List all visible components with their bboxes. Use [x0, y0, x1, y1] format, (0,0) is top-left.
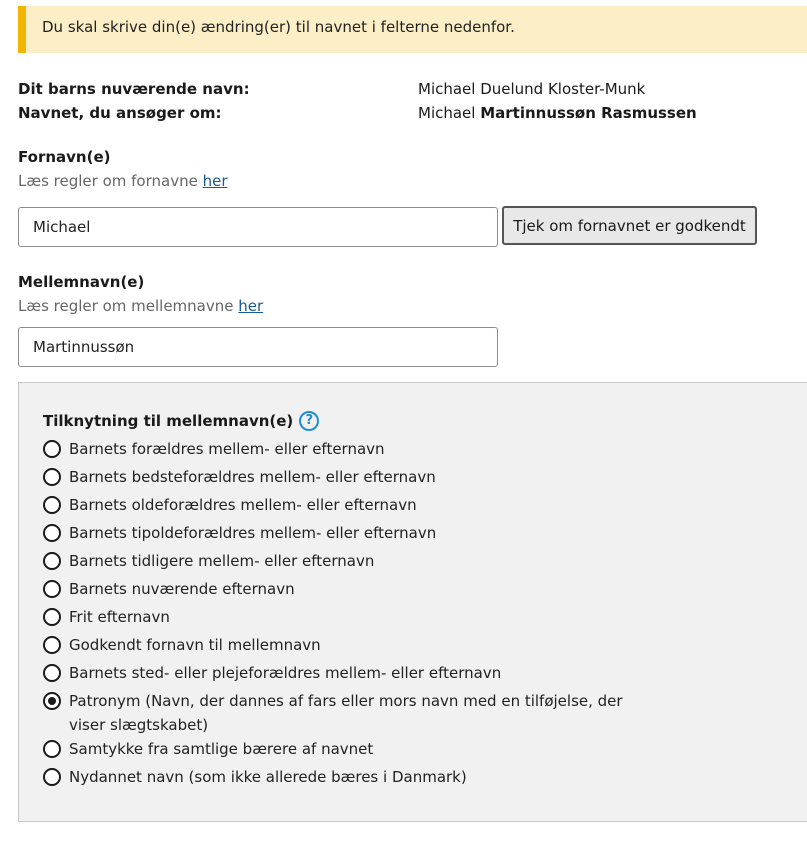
connection-title [43, 411, 319, 431]
requested-name-value [418, 104, 697, 122]
question-circle-icon[interactable]: ? [299, 411, 319, 431]
radio-button[interactable] [43, 552, 61, 570]
notice-text: Du skal skrive din(e) ændring(er) til navnet i felterne nedenfor. [42, 18, 515, 36]
info-notice [18, 6, 807, 53]
radio-option[interactable] [43, 661, 663, 689]
first-name-help [18, 172, 228, 190]
radio-button[interactable] [43, 740, 61, 758]
middle-name-title: Mellemnavn(e) [18, 273, 145, 291]
radio-option-label: Barnets forældres mellem- eller efternavn [69, 440, 385, 458]
middle-name-rules-link[interactable]: her [238, 297, 264, 315]
radio-button[interactable] [43, 468, 61, 486]
radio-button[interactable] [43, 524, 61, 542]
requested-name-label: Navnet, du ansøger om: [18, 104, 222, 122]
connection-title-text: Tilknytning til mellemnavn(e) [43, 412, 294, 430]
current-name-value: Michael Duelund Kloster-Munk [418, 80, 646, 98]
radio-option-label: Barnets tipoldeforældres mellem- eller efternavn [69, 524, 437, 542]
connection-panel [18, 382, 807, 822]
radio-option-label: Barnets oldeforældres mellem- eller efternavn [69, 496, 417, 514]
radio-button[interactable] [43, 440, 61, 458]
current-name-label: Dit barns nuværende navn: [18, 80, 250, 98]
radio-option-label: Patronym (Navn, der dannes af fars eller mors navn med en tilføjelse, der viser slægtskabet) [69, 692, 623, 734]
radio-option-label: Barnets tidligere mellem- eller efternavn [69, 552, 375, 570]
radio-option-label: Frit efternavn [69, 608, 170, 626]
radio-option[interactable] [43, 633, 663, 661]
middle-name-help-text: Læs regler om mellemnavne [18, 297, 234, 315]
radio-option[interactable] [43, 465, 663, 493]
radio-option[interactable] [43, 521, 663, 549]
radio-option-label: Samtykke fra samtlige bærere af navnet [69, 740, 374, 758]
radio-option[interactable] [43, 493, 663, 521]
radio-option[interactable] [43, 765, 663, 793]
radio-option-label: Barnets sted- eller plejeforældres mellem- eller efternavn [69, 664, 502, 682]
middle-name-help [18, 297, 263, 315]
radio-button[interactable] [43, 768, 61, 786]
radio-button[interactable] [43, 692, 61, 710]
check-first-name-button[interactable]: Tjek om fornavnet er godkendt [502, 206, 757, 245]
radio-button[interactable] [43, 496, 61, 514]
radio-option[interactable] [43, 737, 663, 765]
radio-button[interactable] [43, 664, 61, 682]
first-name-help-text: Læs regler om fornavne [18, 172, 198, 190]
first-name-rules-link[interactable]: her [202, 172, 228, 190]
radio-button[interactable] [43, 608, 61, 626]
radio-option[interactable] [43, 605, 663, 633]
middle-name-input[interactable] [18, 327, 498, 367]
connection-radio-group [43, 437, 663, 793]
radio-button[interactable] [43, 636, 61, 654]
radio-button[interactable] [43, 580, 61, 598]
requested-rest-name: Martinnussøn Rasmussen [480, 104, 697, 122]
radio-option-label: Godkendt fornavn til mellemnavn [69, 636, 321, 654]
radio-option[interactable] [43, 549, 663, 577]
radio-option[interactable] [43, 577, 663, 605]
radio-option-label: Barnets bedsteforældres mellem- eller efternavn [69, 468, 436, 486]
radio-option[interactable] [43, 437, 663, 465]
radio-option-label: Barnets nuværende efternavn [69, 580, 295, 598]
first-name-title: Fornavn(e) [18, 148, 111, 166]
radio-option-label: Nydannet navn (som ikke allerede bæres i Danmark) [69, 768, 467, 786]
radio-option[interactable] [43, 689, 663, 737]
requested-first-name: Michael [418, 104, 476, 122]
first-name-input[interactable] [18, 207, 498, 247]
